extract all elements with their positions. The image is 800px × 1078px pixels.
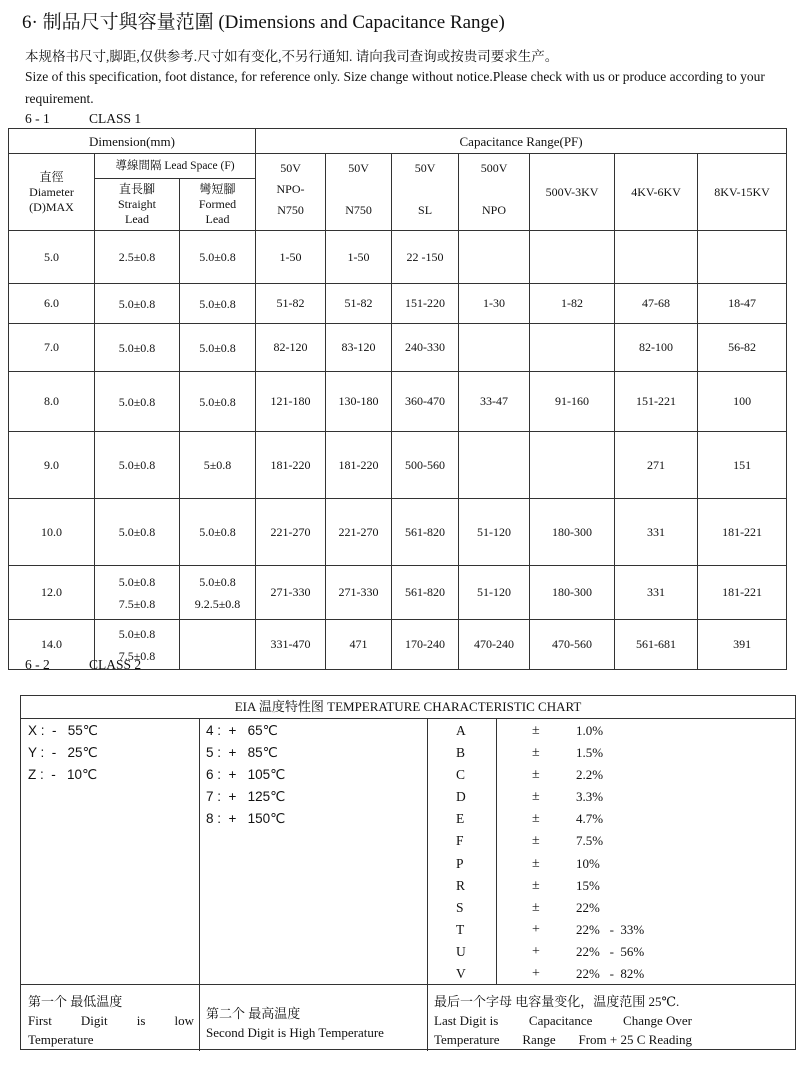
tolerance-code: S <box>456 899 464 915</box>
low-temperature-list <box>28 720 98 786</box>
table-row <box>9 372 787 432</box>
high-temp-item: 7 : + 125℃ <box>206 789 286 805</box>
section-number: 6 - 2 <box>25 657 50 672</box>
cap-col-header: 500V-3KV <box>530 154 615 231</box>
capacitance-cell: 360-470 <box>392 372 459 432</box>
straight-lead-cell: 5.0±0.8 <box>95 499 180 566</box>
tolerance-value: 15% <box>576 877 600 893</box>
section-class2-heading <box>25 657 141 673</box>
capacitance-cell: 471 <box>326 620 392 670</box>
tolerance-value: 4.7% <box>576 811 604 827</box>
tolerance-sign: ± <box>532 789 540 805</box>
footer-first-digit: 第一个 最低温度 First Digit is low Temperature <box>28 994 194 1047</box>
capacitance-cell: 47-68 <box>615 284 698 324</box>
tolerance-sign: ± <box>532 899 540 915</box>
capacitance-cell: 91-160 <box>530 372 615 432</box>
capacitance-cell: 180-300 <box>530 499 615 566</box>
high-temp-item: 4 : + 65℃ <box>206 723 278 738</box>
tolerance-code: D <box>456 789 466 805</box>
table-row <box>9 566 787 620</box>
low-temp-item: Y : - 25℃ <box>28 745 98 761</box>
diameter-cell: 8.0 <box>9 372 95 432</box>
capacitance-cell: 470-240 <box>459 620 530 670</box>
diameter-cell: 9.0 <box>9 432 95 499</box>
tolerance-sign-list <box>532 720 540 985</box>
capacitance-cell: 561-820 <box>392 499 459 566</box>
tolerance-sign: ± <box>532 723 540 738</box>
capacitance-header: Capacitance Range(PF) <box>256 129 787 154</box>
note-english: Size of this specification, foot distance, for reference only. Size change without notice.Please check with us or produce according to your requirement. <box>25 69 765 106</box>
diameter-cell: 12.0 <box>9 566 95 620</box>
capacitance-cell <box>530 432 615 499</box>
tolerance-code: A <box>456 723 466 738</box>
temperature-characteristic-chart <box>20 695 796 1050</box>
high-temp-item: 6 : + 105℃ <box>206 767 286 783</box>
capacitance-cell <box>459 231 530 284</box>
diameter-cell: 14.0 <box>9 620 95 670</box>
page-title: 6· 制品尺寸與容量范圍 (Dimensions and Capacitance Range) <box>22 12 505 33</box>
formed-lead-cell <box>180 620 256 670</box>
capacitance-cell: 221-270 <box>256 499 326 566</box>
table-row <box>9 324 787 372</box>
section-class1-heading <box>25 111 141 127</box>
capacitance-cell: 561-820 <box>392 566 459 620</box>
tolerance-code: F <box>456 833 464 849</box>
table-row <box>9 432 787 499</box>
footer-last-digit: 最后一个字母 电容量变化，温度范围 25℃. Last Digit is Capacitance Change Over Temperature Range From + 25 C Reading <box>434 994 692 1047</box>
capacitance-cell: 1-82 <box>530 284 615 324</box>
table-row <box>9 499 787 566</box>
straight-lead-header: 直長腳 Straight Lead <box>95 179 180 231</box>
capacitance-cell <box>530 324 615 372</box>
capacitance-cell: 51-120 <box>459 499 530 566</box>
tolerance-code: B <box>456 745 466 761</box>
capacitance-cell: 151-220 <box>392 284 459 324</box>
capacitance-cell <box>615 231 698 284</box>
capacitance-cell: 221-270 <box>326 499 392 566</box>
cap-col-header: 50V NPO- N750 <box>256 154 326 231</box>
capacitance-cell: 121-180 <box>256 372 326 432</box>
capacitance-cell: 33-47 <box>459 372 530 432</box>
diameter-cell: 10.0 <box>9 499 95 566</box>
tolerance-code: E <box>456 811 465 827</box>
lead-space-header: 導線間隔 Lead Space (F) <box>95 154 256 179</box>
capacitance-cell: 51-120 <box>459 566 530 620</box>
high-temp-item: 5 : + 85℃ <box>206 745 278 761</box>
capacitance-cell: 130-180 <box>326 372 392 432</box>
formed-lead-cell: 5.0±0.8 <box>180 372 256 432</box>
straight-lead-cell: 5.0±0.8 7.5±0.8 <box>95 566 180 620</box>
capacitance-cell: 83-120 <box>326 324 392 372</box>
tolerance-value: 22% - 56% <box>576 943 645 959</box>
tolerance-sign: ± <box>532 745 540 761</box>
tolerance-code: P <box>456 855 464 871</box>
capacitance-cell: 151 <box>698 432 787 499</box>
low-temp-item: X : - 55℃ <box>28 723 98 738</box>
capacitance-cell: 240-330 <box>392 324 459 372</box>
diameter-cell: 6.0 <box>9 284 95 324</box>
capacitance-cell: 22 -150 <box>392 231 459 284</box>
cap-col-header: 50V SL <box>392 154 459 231</box>
straight-lead-cell: 5.0±0.8 <box>95 432 180 499</box>
tolerance-value: 22% - 33% <box>576 921 645 937</box>
tolerance-value: 1.0% <box>576 723 604 738</box>
tolerance-value: 2.2% <box>576 767 604 783</box>
capacitance-cell: 56-82 <box>698 324 787 372</box>
straight-lead-cell: 2.5±0.8 <box>95 231 180 284</box>
capacitance-cell <box>459 432 530 499</box>
straight-lead-cell: 5.0±0.8 <box>95 284 180 324</box>
capacitance-cell: 561-681 <box>615 620 698 670</box>
capacitance-cell: 271-330 <box>256 566 326 620</box>
tolerance-value: 3.3% <box>576 789 604 805</box>
capacitance-cell: 1-50 <box>326 231 392 284</box>
capacitance-cell: 82-100 <box>615 324 698 372</box>
formed-lead-header: 彎短腳 Formed Lead <box>180 179 256 231</box>
low-temp-item: Z : - 10℃ <box>28 767 98 783</box>
capacitance-cell: 100 <box>698 372 787 432</box>
capacitance-cell: 271 <box>615 432 698 499</box>
capacitance-cell: 82-120 <box>256 324 326 372</box>
capacitance-cell: 170-240 <box>392 620 459 670</box>
tolerance-sign: + <box>532 943 540 959</box>
capacitance-cell: 500-560 <box>392 432 459 499</box>
tolerance-code: R <box>456 877 466 893</box>
diameter-header: 直徑 Diameter (D)MAX <box>9 154 95 231</box>
capacitance-cell <box>698 231 787 284</box>
straight-lead-cell: 5.0±0.8 7.5±0.8 <box>95 620 180 670</box>
tolerance-value: 10% <box>576 855 600 871</box>
capacitance-cell: 51-82 <box>256 284 326 324</box>
capacitance-cell <box>530 231 615 284</box>
capacitance-cell: 181-221 <box>698 499 787 566</box>
formed-lead-cell: 5.0±0.8 9.2.5±0.8 <box>180 566 256 620</box>
note-chinese: 本规格书尺寸,脚距,仅供参考.尺寸如有变化,不另行通知. 请向我司查询或按贵司要求生产。 <box>25 49 559 64</box>
chart-title: EIA 温度特性图 TEMPERATURE CHARACTERISTIC CHART <box>21 696 795 719</box>
capacitance-cell: 470-560 <box>530 620 615 670</box>
formed-lead-cell: 5±0.8 <box>180 432 256 499</box>
tolerance-code: C <box>456 767 466 783</box>
formed-lead-cell: 5.0±0.8 <box>180 499 256 566</box>
tolerance-sign: ± <box>532 811 540 827</box>
tolerance-sign: + <box>532 966 540 982</box>
capacitance-cell: 1-30 <box>459 284 530 324</box>
tolerance-code: T <box>456 921 465 937</box>
capacitance-cell <box>459 324 530 372</box>
capacitance-cell: 181-221 <box>698 566 787 620</box>
formed-lead-cell: 5.0±0.8 <box>180 284 256 324</box>
capacitance-cell: 18-47 <box>698 284 787 324</box>
capacitance-cell: 181-220 <box>326 432 392 499</box>
high-temperature-list <box>206 720 285 830</box>
capacitance-cell: 180-300 <box>530 566 615 620</box>
tolerance-value: 22% - 82% <box>576 966 645 982</box>
table-row <box>9 284 787 324</box>
cap-col-header: 50V N750 <box>326 154 392 231</box>
tolerance-value-list <box>576 720 644 985</box>
cap-col-header: 8KV-15KV <box>698 154 787 231</box>
tolerance-sign: + <box>532 921 540 937</box>
straight-lead-cell: 5.0±0.8 <box>95 372 180 432</box>
tolerance-sign: ± <box>532 877 540 893</box>
tolerance-value: 1.5% <box>576 745 604 761</box>
high-temp-item: 8 : + 150℃ <box>206 811 286 827</box>
tolerance-value: 22% <box>576 899 600 915</box>
capacitance-cell: 1-50 <box>256 231 326 284</box>
formed-lead-cell: 5.0±0.8 <box>180 324 256 372</box>
class1-table <box>8 128 787 670</box>
straight-lead-cell: 5.0±0.8 <box>95 324 180 372</box>
tolerance-code-list <box>456 720 466 985</box>
footer-second-digit: 第二个 最高温度 Second Digit is High Temperature <box>206 1006 384 1040</box>
capacitance-cell: 331 <box>615 499 698 566</box>
section-label: CLASS 1 <box>89 111 142 126</box>
table-row <box>9 231 787 284</box>
diameter-cell: 5.0 <box>9 231 95 284</box>
tolerance-code: V <box>456 966 466 982</box>
capacitance-cell: 181-220 <box>256 432 326 499</box>
tolerance-code: U <box>456 943 466 959</box>
capacitance-cell: 271-330 <box>326 566 392 620</box>
section-label: CLASS 2 <box>89 657 142 672</box>
tolerance-sign: ± <box>532 767 540 783</box>
capacitance-cell: 331 <box>615 566 698 620</box>
tolerance-sign: ± <box>532 833 540 849</box>
capacitance-cell: 151-221 <box>615 372 698 432</box>
capacitance-cell: 51-82 <box>326 284 392 324</box>
capacitance-cell: 331-470 <box>256 620 326 670</box>
section-number: 6 - 1 <box>25 111 50 126</box>
dimension-header: Dimension(mm) <box>9 129 256 154</box>
capacitance-cell: 391 <box>698 620 787 670</box>
formed-lead-cell: 5.0±0.8 <box>180 231 256 284</box>
cap-col-header: 500V NPO <box>459 154 530 231</box>
diameter-cell: 7.0 <box>9 324 95 372</box>
cap-col-header: 4KV-6KV <box>615 154 698 231</box>
tolerance-sign: ± <box>532 855 540 871</box>
tolerance-value: 7.5% <box>576 833 604 849</box>
